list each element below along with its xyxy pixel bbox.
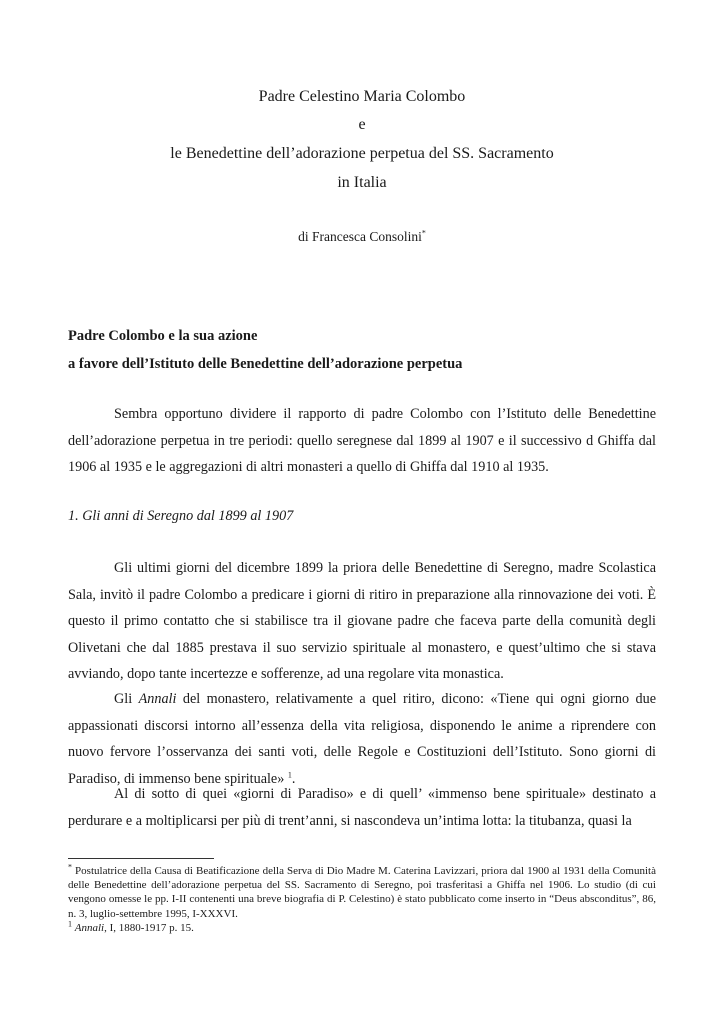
footnote-star-mark: * bbox=[68, 862, 72, 872]
paragraph-seregno: Gli ultimi giorni del dicembre 1899 la priora delle Benedettine di Seregno, madre Scolastica Sala, invitò il padre Colombo a predicare i giorni di ritiro in preparazione alla rinnovazione dei voti. È questo il primo contatto che si stabilisce tra il giovane padre che faceva parte della comunità degli Olivetani che dal 1885 prestava il suo servizio spirituale al monastero, e quest’ultimo che si stava avviando, dopo tante incertezze e sofferenze, ad una regolare vita monastica. bbox=[68, 560, 656, 682]
section-title: 1. Gli anni di Seregno dal 1899 al 1907 bbox=[68, 508, 294, 524]
paragraph-paradiso: Al di sotto di quei «giorni di Paradiso» e di quell’ «immenso bene spirituale» destinato a perdurare e a moltiplicarsi per più di trent’anni, si nascondeva un’intima lotta: la titubanza, quasi la bbox=[68, 786, 656, 829]
footnote-1-italic: Annali bbox=[74, 921, 105, 934]
footnote-separator bbox=[68, 858, 214, 859]
paragraph-annali-end: . bbox=[291, 770, 296, 787]
author-footnote-mark: * bbox=[421, 228, 426, 238]
annali-title: Annali bbox=[138, 691, 177, 707]
footnote-star bbox=[68, 864, 656, 921]
title-line-4: in Italia bbox=[337, 174, 387, 191]
footnote-1 bbox=[68, 921, 656, 935]
paragraph-annali-body: del monastero, relativamente a quel ritiro, dicono: «Tiene qui ogni giorno due appassionati discorsi intorno all’essenza della vita religiosa, disponendo le anime a riprendere con nuovo fervore l’osservanza dei santi voti, delle Regole e Costituzioni dell’Istituto. Sono giorni di Paradiso, di immenso bene spirituale» bbox=[68, 691, 657, 787]
footnotes bbox=[68, 864, 656, 935]
footnote-ref-1: 1 bbox=[287, 769, 292, 779]
title-line-2: e bbox=[358, 116, 366, 133]
footnote-star-text: Postulatrice della Causa di Beatificazione della Serva di Dio Madre M. Caterina Lavizzari, priora dal 1900 al 1931 della Comunità delle Benedettine dell’adorazione perpetua del SS. Sacramento di Seregno, poi trasferitasi a Ghiffa nel 1906. Lo studio (di cui vengono omesse le pp. I-II contenenti una breve biografia di P. Celestino) è stato pubblicato come inserto in “Deus absconditus”, 86, n. 3, luglio-settembre 1995, I-XXXVI. bbox=[68, 865, 656, 920]
author-line bbox=[68, 229, 656, 245]
author-name: di Francesca Consolini bbox=[298, 229, 422, 244]
heading-line-1: Padre Colombo e la sua azione bbox=[68, 328, 258, 344]
paragraph-intro: Sembra opportuno dividere il rapporto di padre Colombo con l’Istituto delle Benedettine dell’adorazione perpetua in tre periodi: quello seregnese dal 1899 al 1907 e il successivo d Ghiffa dal 1906 al 1935 e le aggregazioni di altri monasteri a quello di Ghiffa dal 1910 al 1935. bbox=[68, 406, 656, 475]
footnote-1-text: , I, 1880-1917 p. 15. bbox=[104, 921, 194, 934]
title-line-1: Padre Celestino Maria Colombo bbox=[258, 88, 466, 105]
heading-line-2: a favore dell’Istituto delle Benedettine dell’adorazione perpetua bbox=[68, 356, 463, 372]
paragraph-annali bbox=[68, 686, 656, 792]
title-line-3: le Benedettine dell’adorazione perpetua del SS. Sacramento bbox=[170, 145, 554, 162]
paragraph-annali-start: Gli bbox=[114, 691, 139, 707]
footnote-1-mark: 1 bbox=[68, 919, 72, 929]
